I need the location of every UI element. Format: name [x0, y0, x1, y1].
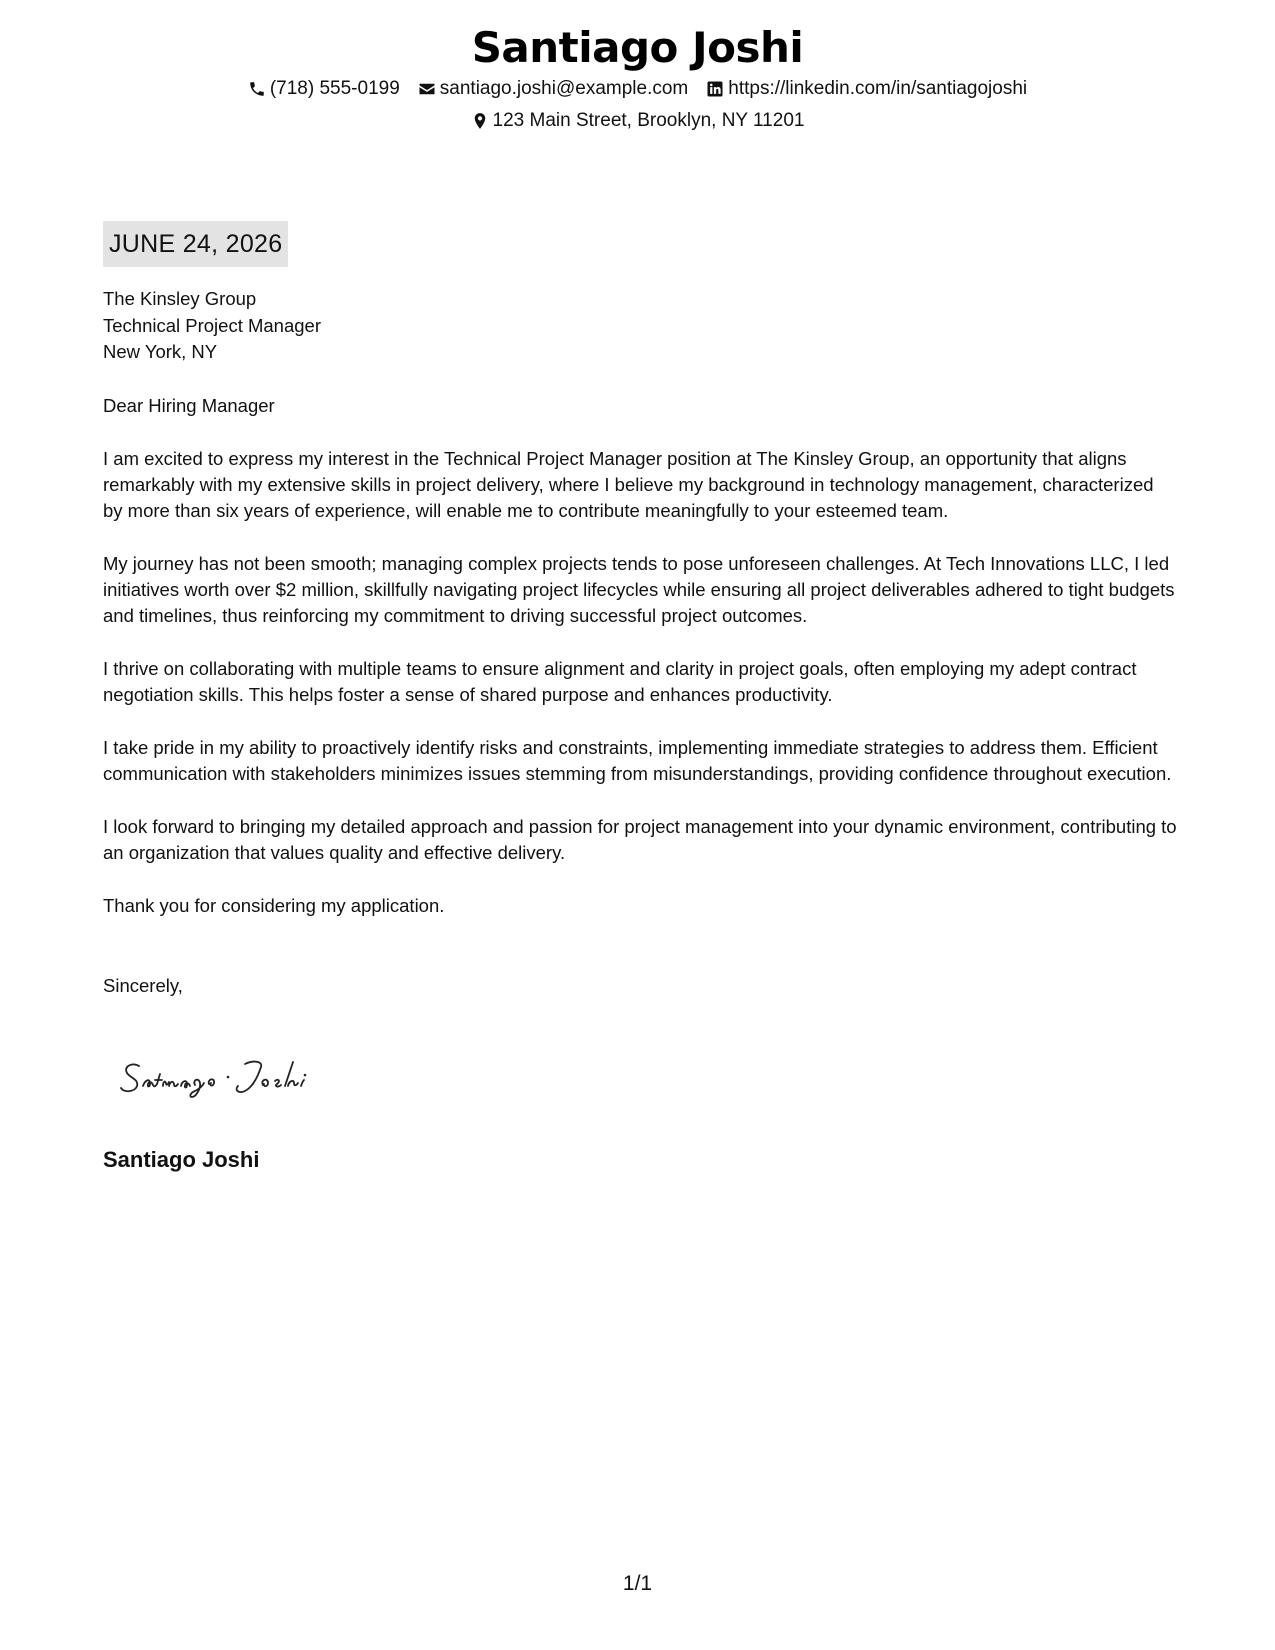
body-paragraph: I am excited to express my interest in the Technical Project Manager position at The Kinsley Group, an opportunity that aligns remarkably with my extensive skills in project delivery, where I believe my background in technology management, characterized by more than six years of experience, will enable me to contribute meaningfully to your esteemed team. [103, 447, 1154, 521]
phone-icon [248, 80, 266, 98]
recipient-block [103, 286, 1178, 366]
map-marker-icon [471, 112, 489, 130]
body-paragraph: My journey has not been smooth; managing complex projects tends to pose unforeseen challenges. At Tech Innovations LLC, I led initiatives worth over $2 million, skillfully navigating project lifecycles while ensuring all project deliverables adhered to tight budgets and timelines, thus reinforcing my commitment to driving successful project outcomes. [103, 552, 1175, 626]
signer-name: Santiago Joshi [103, 1147, 260, 1172]
address-text: 123 Main Street, Brooklyn, NY 11201 [492, 110, 805, 131]
email-link[interactable]: santiago.joshi@example.com [439, 78, 689, 99]
letter-date: JUNE 24, 2026 [103, 221, 288, 267]
recipient-company: The Kinsley Group [103, 288, 257, 309]
handwritten-signature [117, 1052, 357, 1112]
closing-line: Thank you for considering my application. [103, 894, 445, 916]
contact-linkedin [706, 76, 1027, 102]
letter-body [103, 286, 1178, 999]
contact-row-secondary [0, 108, 1275, 134]
phone-text: (718) 555-0199 [269, 78, 400, 99]
salutation: Dear Hiring Manager [103, 394, 275, 416]
body-paragraph: I look forward to bringing my detailed approach and passion for project management into your dynamic environment, contributing to an organization that values quality and effective delivery. [103, 815, 1177, 863]
linkedin-link[interactable]: https://linkedin.com/in/santiagojoshi [728, 78, 1028, 99]
recipient-position: Technical Project Manager [103, 314, 321, 336]
contact-phone [248, 76, 400, 102]
page-indicator: 1/1 [622, 1572, 653, 1595]
contact-email [418, 76, 688, 102]
body-paragraph: I thrive on collaborating with multiple teams to ensure alignment and clarity in project goals, often employing my adept contract negotiation skills. This helps foster a sense of shared purpose and enhances productivity. [103, 657, 1137, 705]
letter-header [0, 22, 1275, 134]
applicant-name: Santiago Joshi [471, 23, 804, 72]
contact-row-primary [0, 76, 1275, 102]
envelope-icon [418, 80, 436, 98]
recipient-location: New York, NY [103, 341, 218, 362]
signoff: Sincerely, [103, 974, 183, 996]
body-paragraph: I take pride in my ability to proactively identify risks and constraints, implementing immediate strategies to address them. Efficient communication with stakeholders minimizes issues stemming from misunderstandings, providing confidence throughout execution. [103, 736, 1172, 784]
linkedin-icon [706, 80, 724, 98]
contact-address [471, 108, 805, 134]
